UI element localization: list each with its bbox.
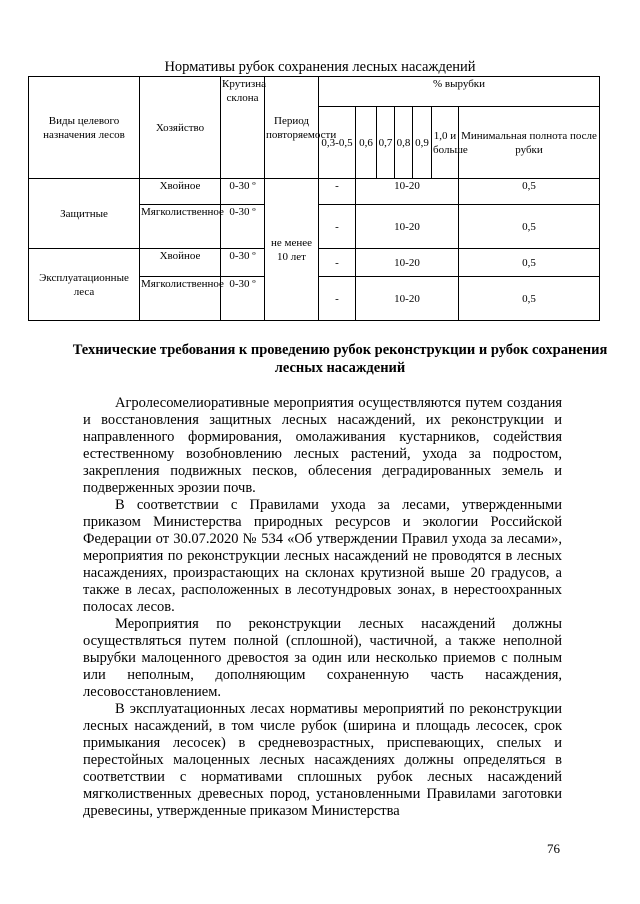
row-purpose: Эксплуатационные леса [29, 249, 140, 321]
header-period: Период повторяемости [265, 77, 319, 179]
row-value-dash: - [319, 277, 356, 321]
row-slope: 0-30 º [221, 179, 265, 205]
row-value-dash: - [319, 205, 356, 249]
row-value-dash: - [319, 179, 356, 205]
row-value-range: 10-20 [356, 205, 459, 249]
row-farm: Мягколиственное [140, 205, 221, 249]
table-caption: Нормативы рубок сохранения лесных насаждений [164, 59, 476, 75]
row-slope: 0-30 º [221, 249, 265, 277]
header-farm: Хозяйство [140, 77, 221, 179]
header-density-06: 0,6 [356, 107, 377, 179]
section-heading: Технические требования к проведению рубок реконструкции и рубок сохранения лесных насаждений [72, 342, 608, 376]
header-purpose: Виды целевого назначения лесов [29, 77, 140, 179]
row-farm: Хвойное [140, 249, 221, 277]
row-value-range: 10-20 [356, 249, 459, 277]
row-value-range: 10-20 [356, 277, 459, 321]
header-min-density: Минимальная полнота после рубки [459, 107, 600, 179]
period-value: не менее 10 лет [265, 179, 319, 321]
body-text [83, 395, 562, 820]
row-purpose: Защитные [29, 179, 140, 249]
paragraph: Мероприятия по реконструкции лесных насаждений должны осуществляться путем полной (сплошной), частичной, а также неполной вырубки малоценного древостоя за один или несколько приемов с полным или неполным, дополняющим сохраненную часть насаждения, лесовосстановлением. [83, 616, 562, 700]
page-number: 76 [547, 841, 560, 856]
paragraph: В соответствии с Правилами ухода за лесами, утвержденными приказом Министерства природных ресурсов и экологии Российской Федерации от 30.07.2020 № 534 «Об утверждении Правил ухода за лесами», мероприятия по реконструкции лесных насаждений не проводятся в лесных насаждениях, произрастающих на склонах крутизной выше 20 градусов, а также в лесах, расположенных в лесотундровых зонах, в нерестоохранных полосах лесов. [83, 497, 562, 615]
table-row [29, 179, 600, 205]
header-density-03-05: 0,3-0,5 [319, 107, 356, 179]
header-density-08: 0,8 [395, 107, 413, 179]
row-farm: Хвойное [140, 179, 221, 205]
paragraph: Агролесомелиоративные мероприятия осуществляются путем создания и восстановления защитных лесных насаждений, их реконструкции и направленного формирования, омолаживания кустарников, содействия естественному возобновлению лесных растений, ухода за подростом, закрепления подвижных песков, облесения деградированных земель и подверженных эрозии почв. [83, 395, 562, 496]
row-min-density: 0,5 [459, 277, 600, 321]
norms-table [28, 76, 600, 321]
row-slope: 0-30 º [221, 277, 265, 321]
paragraph: В эксплуатационных лесах нормативы мероприятий по реконструкции лесных насаждений, в том числе рубок (ширина и площадь лесосек, срок примыкания лесосек) в средневозрастных, приспевающих, спелых и перестойных малоценных лесных насаждениях должны определяться в соответствии с нормативами сплошных рубок лесных насаждений мягколиственных древесных пород, установленными Правилами заготовки древесины, утвержденные приказом Министерства [83, 701, 562, 819]
header-density-10-plus: 1,0 и больше [432, 107, 459, 179]
row-value-range: 10-20 [356, 179, 459, 205]
row-value-dash: - [319, 249, 356, 277]
row-farm: Мягколиственное [140, 277, 221, 321]
header-slope: Крутизна склона [221, 77, 265, 179]
row-min-density: 0,5 [459, 249, 600, 277]
header-density-07: 0,7 [377, 107, 395, 179]
header-density-09: 0,9 [413, 107, 432, 179]
row-slope: 0-30 º [221, 205, 265, 249]
row-min-density: 0,5 [459, 205, 600, 249]
header-cut-percent: % вырубки [319, 77, 600, 107]
row-min-density: 0,5 [459, 179, 600, 205]
